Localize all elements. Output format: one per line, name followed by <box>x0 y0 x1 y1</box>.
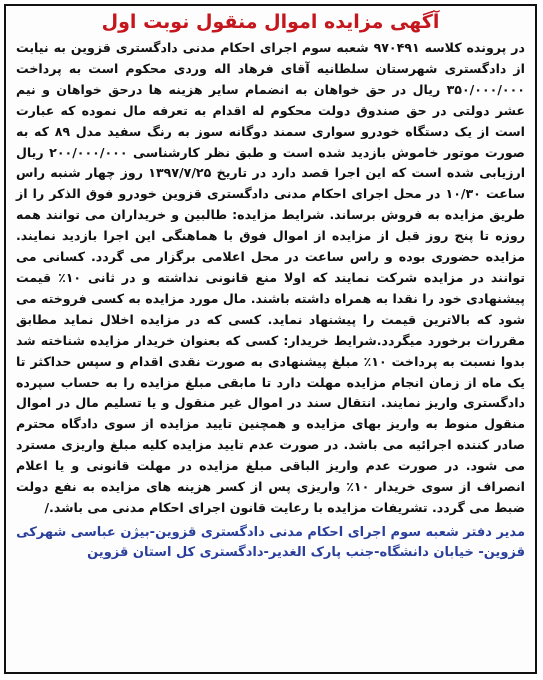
notice-footer <box>16 523 525 563</box>
notice-title: آگهی مزایده اموال منقول نوبت اول <box>101 11 440 33</box>
auction-notice <box>4 4 537 674</box>
address-line: قزوین- خیابان دانشگاه-جنب پارک الغدیر-دادگستری کل استان قزوین <box>87 544 525 560</box>
notice-body: در پرونده کلاسه ۹۷۰۴۹۱ شعبه سوم اجرای احکام مدنی دادگستری قزوین به نیابت از دادگستری شهرستان سلطانیه آقای فرهاد اله وردی محکوم است به پرداخت ۳۵۰/۰۰۰/۰۰۰ ریال در حق خواهان به انضمام سایر هزینه ها درحق خواهان و نیم عشر دولتی در حق صندوق دولت محکوم له اقدام به تعرفه مال نموده که عبارت است از یک دستگاه خودرو سواری سمند دوگانه سوز به رنگ سفید مدل ۸۹ که به صورت موتور خاموش بازدید شده است و طبق نظر کارشناسی ۲۰۰/۰۰۰/۰۰۰ ریال ارزیابی شده است که این اجرا قصد دارد در تاریخ ۱۳۹۷/۷/۲۵ روز چهار شنبه راس ساعت ۱۰/۳۰ در محل اجرای احکام مدنی دادگستری قزوین خودرو فوق الذکر را از طریق مزایده به فروش برساند. شرایط مزایده: طالبین و خریداران می توانند همه روزه تا پنج روز قبل از مزایده از اموال فوق با هماهنگی این اجرا بازدید نمایند. مزایده حضوری بوده و راس ساعت در محل اعلامی برگزار می گردد. کسانی می توانند در مزایده شرکت نمایند که اولا منع قانونی نداشته و در ثانی ۱۰٪ قیمت پیشنهادی خود را نقدا به همراه داشته باشند. مال مورد مزایده به کسی فروخته می شود که بالاترین قیمت را پیشنهاد نماید. کسی که در مزایده اخلال نماید مطابق مقررات برخورد میگردد.شرایط خریدار: کسی که بعنوان خریدار مزایده شناخته شد بدوا نسبت به پرداخت ۱۰٪ مبلغ پیشنهادی به صورت نقدی اقدام و سپس حداکثر تا یک ماه از زمان انجام مزایده مهلت دارد تا مابقی مبلغ مزایده را به حساب سپرده دادگستری واریز نمایند. انتقال سند در اموال غیر منقول و یا تسلیم مال در اموال منقول منوط به واریز بهای مزایده و همچنین تایید مزایده از سوی دادگاه محترم صادر کننده اجرائیه می باشد. در صورت عدم تایید مزایده کلیه مبلغ واریزی مسترد می شود. در صورت عدم واریز الباقی مبلغ مزایده در مهلت قانونی و یا اعلام انصراف از سوی خریدار ۱۰٪ واریزی پس از کسر هزینه های مزایده به نفع دولت ضبط می گردد. تشریفات مزایده با رعایت قانون اجرای احکام مدنی می باشد./ <box>16 40 526 515</box>
signature-line: مدیر دفتر شعبه سوم اجرای احکام مدنی دادگستری قزوین-بیژن عباسی شهرکی <box>16 524 525 540</box>
